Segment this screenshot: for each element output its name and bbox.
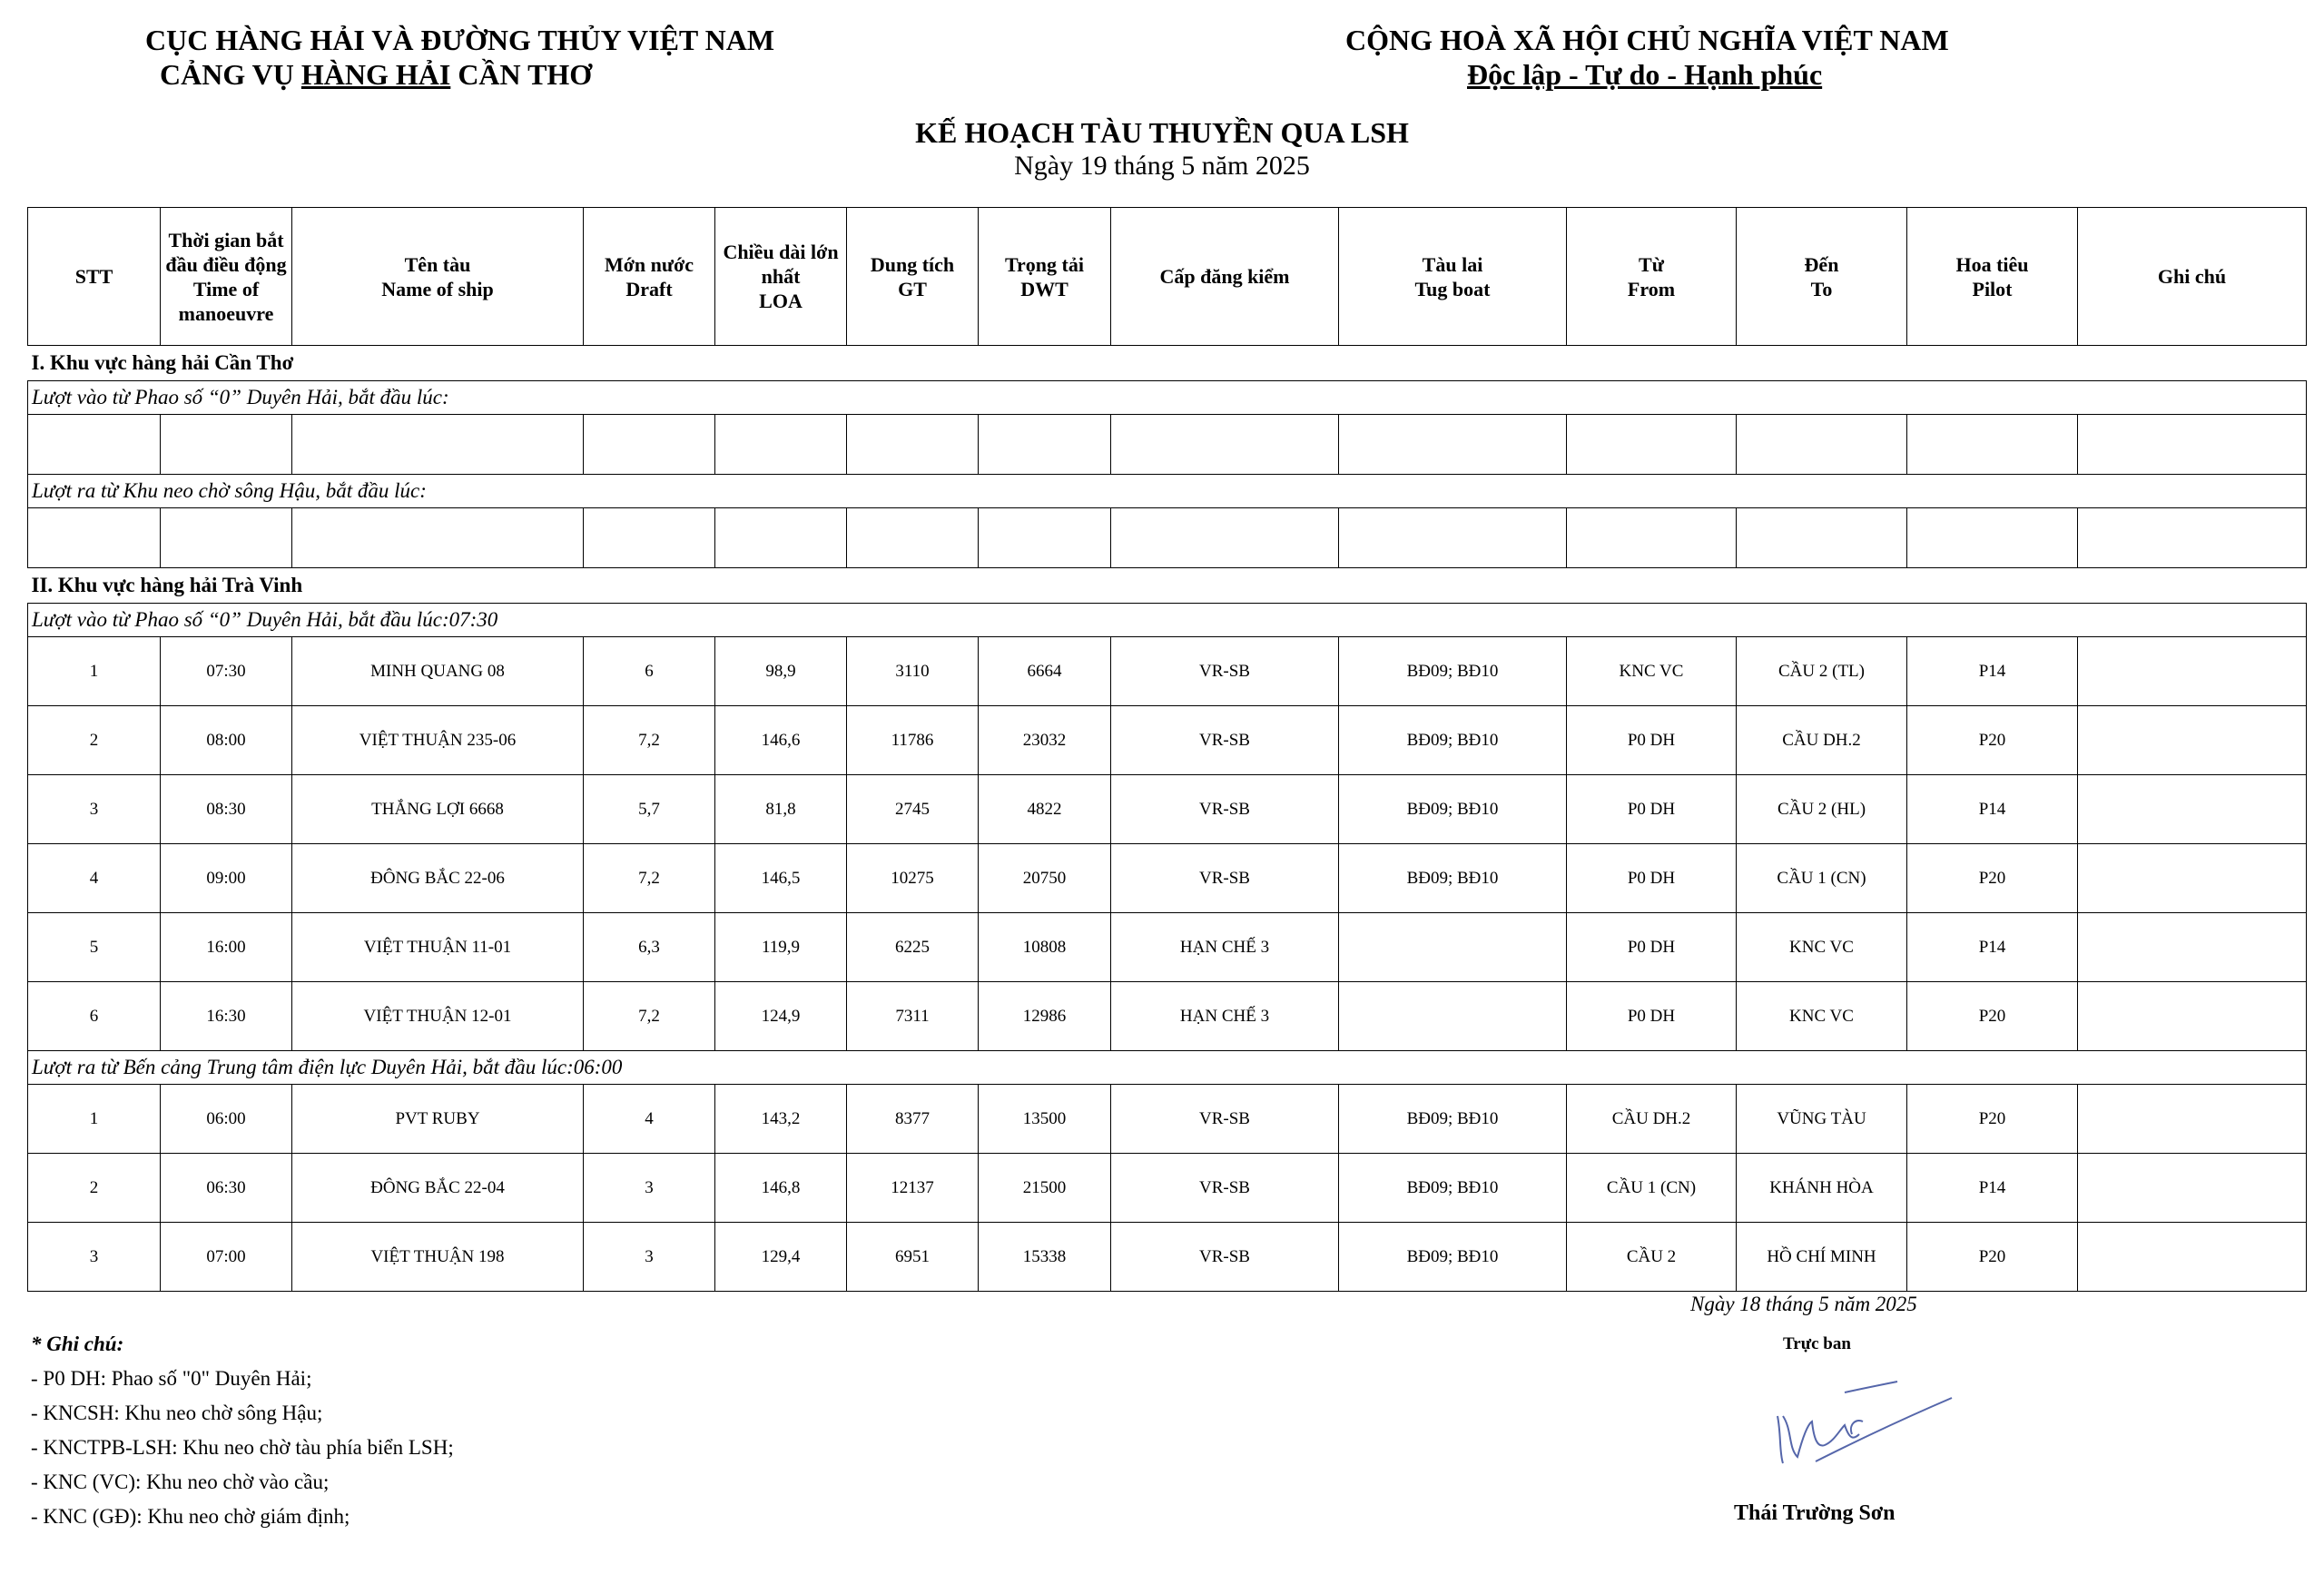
- table-cell: VR-SB: [1111, 1154, 1339, 1223]
- table-cell: 6,3: [584, 913, 715, 982]
- table-cell: 16:30: [161, 982, 292, 1051]
- notes-list: [31, 1362, 454, 1534]
- table-cell: 15338: [979, 1223, 1111, 1292]
- column-header: [2078, 208, 2307, 346]
- section-title: I. Khu vực hàng hải Cần Thơ: [28, 346, 2307, 381]
- table-cell: 5,7: [584, 775, 715, 844]
- column-header: [1339, 208, 1567, 346]
- table-cell: 3: [28, 1223, 161, 1292]
- column-header-label: Từ: [1639, 252, 1664, 276]
- table-cell: P20: [1907, 1085, 2078, 1154]
- table-cell: CẦU 2 (HL): [1737, 775, 1907, 844]
- note-item: - KNCSH: Khu neo chờ sông Hậu;: [31, 1402, 323, 1424]
- table-cell: 143,2: [715, 1085, 847, 1154]
- table-row: [28, 844, 2307, 913]
- signer-name: Thái Trường Sơn: [1734, 1501, 1896, 1525]
- nation-title: CỘNG HOÀ XÃ HỘI CHỦ NGHĨA VIỆT NAM: [1345, 24, 1949, 56]
- handwritten-signature-icon: [1761, 1362, 1961, 1489]
- column-header-sublabel: From: [1627, 277, 1676, 300]
- note-item: - KNC (VC): Khu neo chờ vào cầu;: [31, 1471, 330, 1493]
- table-cell: 3: [584, 1223, 715, 1292]
- table-cell: 1: [28, 1085, 161, 1154]
- org-subname-underlined: HÀNG HẢI: [300, 58, 451, 91]
- table-cell: 1: [28, 637, 161, 706]
- table-cell: HỒ CHÍ MINH: [1737, 1223, 1907, 1292]
- table-cell: 2745: [847, 775, 979, 844]
- note-item: - KNCTPB-LSH: Khu neo chờ tàu phía biển LSH;: [31, 1436, 454, 1459]
- table-cell: VŨNG TÀU: [1737, 1085, 1907, 1154]
- column-header-label: STT: [74, 265, 113, 288]
- table-cell: 3: [28, 775, 161, 844]
- table-cell: THẮNG LỢI 6668: [292, 775, 584, 844]
- column-header-sublabel: GT: [898, 277, 927, 300]
- column-header-label: Dung tích: [870, 252, 955, 276]
- table-row: [28, 1223, 2307, 1292]
- empty-row: [28, 508, 2307, 568]
- table-row: [28, 1154, 2307, 1223]
- table-cell: 6: [28, 982, 161, 1051]
- signature-date: Ngày 18 tháng 5 năm 2025: [1690, 1293, 1917, 1315]
- table-cell: VR-SB: [1111, 637, 1339, 706]
- table-cell: [2078, 982, 2307, 1051]
- table-cell: KNC VC: [1567, 637, 1737, 706]
- table-cell: KNC VC: [1737, 982, 1907, 1051]
- column-header: [1111, 208, 1339, 346]
- column-header-label: Đến: [1804, 252, 1839, 276]
- table-cell: 7,2: [584, 706, 715, 775]
- table-cell: 16:00: [161, 913, 292, 982]
- table-cell: KNC VC: [1737, 913, 1907, 982]
- table-cell: 146,6: [715, 706, 847, 775]
- table-body: [28, 346, 2307, 1292]
- column-header-label: Tên tàu: [404, 252, 471, 276]
- column-header-label: Ghi chú: [2157, 265, 2227, 288]
- page-title: KẾ HOẠCH TÀU THUYỀN QUA LSH: [915, 116, 1409, 149]
- table-cell: P0 DH: [1567, 775, 1737, 844]
- table-cell: VR-SB: [1111, 1223, 1339, 1292]
- section-subtitle: Lượt vào từ Phao số “0” Duyên Hải, bắt đầu lúc:07:30: [28, 604, 2307, 637]
- table-cell: BĐ09; BĐ10: [1339, 844, 1567, 913]
- org-subname-pre: CẢNG VỤ: [160, 58, 301, 91]
- column-header-sublabel: LOA: [759, 290, 803, 312]
- nation-motto: Độc lập - Tự do - Hạnh phúc: [1467, 58, 1823, 91]
- table-row: [28, 775, 2307, 844]
- table-cell: VIỆT THUẬN 12-01: [292, 982, 584, 1051]
- section-subtitle: Lượt ra từ Bến cảng Trung tâm điện lực Duyên Hải, bắt đầu lúc:06:00: [28, 1051, 2307, 1085]
- table-cell: HẠN CHẾ 3: [1111, 913, 1339, 982]
- table-cell: VR-SB: [1111, 1085, 1339, 1154]
- table-cell: 7311: [847, 982, 979, 1051]
- column-header-sublabel: Draft: [625, 277, 673, 300]
- table-cell: P20: [1907, 844, 2078, 913]
- table-cell: 08:30: [161, 775, 292, 844]
- table-row: [28, 1085, 2307, 1154]
- section-title: II. Khu vực hàng hải Trà Vinh: [28, 568, 2307, 604]
- table-cell: 06:00: [161, 1085, 292, 1154]
- table-row: [28, 982, 2307, 1051]
- section-subtitle: Lượt ra từ Khu neo chờ sông Hậu, bắt đầu lúc:: [28, 475, 2307, 508]
- table-cell: PVT RUBY: [292, 1085, 584, 1154]
- table-cell: P0 DH: [1567, 982, 1737, 1051]
- column-header-label: Mớn nước: [604, 252, 694, 276]
- column-header: [28, 208, 161, 346]
- column-header-label: Hoa tiêu: [1955, 252, 2029, 276]
- table-cell: 81,8: [715, 775, 847, 844]
- table-cell: P20: [1907, 982, 2078, 1051]
- column-header: [292, 208, 584, 346]
- column-header-sublabel: DWT: [1020, 277, 1068, 300]
- table-row: [28, 706, 2307, 775]
- table-cell: 146,5: [715, 844, 847, 913]
- table-cell: 4: [584, 1085, 715, 1154]
- table-cell: P20: [1907, 706, 2078, 775]
- table-cell: 10808: [979, 913, 1111, 982]
- table-cell: 12137: [847, 1154, 979, 1223]
- table-cell: CẦU 2: [1567, 1223, 1737, 1292]
- column-header-sublabel: Time of manoeuvre: [178, 277, 274, 325]
- section-title-row: [28, 568, 2307, 604]
- table-cell: 08:00: [161, 706, 292, 775]
- table-cell: CẦU 1 (CN): [1567, 1154, 1737, 1223]
- table-cell: CẦU DH.2: [1567, 1085, 1737, 1154]
- table-cell: [2078, 1154, 2307, 1223]
- table-cell: HẠN CHẾ 3: [1111, 982, 1339, 1051]
- note-item: - P0 DH: Phao số "0" Duyên Hải;: [31, 1367, 312, 1390]
- table-cell: VR-SB: [1111, 844, 1339, 913]
- ship-plan-table: [27, 207, 2307, 1292]
- table-cell: CẦU DH.2: [1737, 706, 1907, 775]
- table-cell: P14: [1907, 775, 2078, 844]
- table-cell: [2078, 1223, 2307, 1292]
- table-cell: KHÁNH HÒA: [1737, 1154, 1907, 1223]
- table-cell: [1339, 982, 1567, 1051]
- table-cell: 5: [28, 913, 161, 982]
- table-cell: 7,2: [584, 982, 715, 1051]
- section-subtitle-row: [28, 381, 2307, 415]
- table-cell: ĐÔNG BẮC 22-06: [292, 844, 584, 913]
- table-cell: P20: [1907, 1223, 2078, 1292]
- table-cell: 11786: [847, 706, 979, 775]
- table-cell: BĐ09; BĐ10: [1339, 1223, 1567, 1292]
- table-cell: 146,8: [715, 1154, 847, 1223]
- table-cell: ĐÔNG BẮC 22-04: [292, 1154, 584, 1223]
- table-cell: 119,9: [715, 913, 847, 982]
- table-cell: 3: [584, 1154, 715, 1223]
- section-title-row: [28, 346, 2307, 381]
- signature-role: Trực ban: [1783, 1334, 1851, 1353]
- table-cell: P14: [1907, 1154, 2078, 1223]
- table-cell: 13500: [979, 1085, 1111, 1154]
- empty-row: [28, 415, 2307, 475]
- table-cell: BĐ09; BĐ10: [1339, 706, 1567, 775]
- table-cell: VIỆT THUẬN 198: [292, 1223, 584, 1292]
- table-cell: 2: [28, 706, 161, 775]
- column-header: [1907, 208, 2078, 346]
- table-cell: 06:30: [161, 1154, 292, 1223]
- column-header: [979, 208, 1111, 346]
- note-item: - KNC (GĐ): Khu neo chờ giám định;: [31, 1505, 350, 1528]
- section-subtitle-row: [28, 1051, 2307, 1085]
- column-header: [1737, 208, 1907, 346]
- table-cell: 4: [28, 844, 161, 913]
- column-header-label: Chiều dài lớn nhất: [723, 241, 839, 288]
- table-cell: [2078, 637, 2307, 706]
- column-header-label: Thời gian bắt đầu điều động: [165, 228, 287, 276]
- table-cell: P0 DH: [1567, 913, 1737, 982]
- column-header-sublabel: Tug boat: [1414, 277, 1491, 300]
- column-header: [161, 208, 292, 346]
- table-cell: 98,9: [715, 637, 847, 706]
- table-cell: 4822: [979, 775, 1111, 844]
- table-cell: 23032: [979, 706, 1111, 775]
- table-row: [28, 913, 2307, 982]
- column-header: [847, 208, 979, 346]
- table-cell: VR-SB: [1111, 775, 1339, 844]
- table-cell: 6951: [847, 1223, 979, 1292]
- table-cell: BĐ09; BĐ10: [1339, 775, 1567, 844]
- table-cell: 6225: [847, 913, 979, 982]
- table-cell: P0 DH: [1567, 706, 1737, 775]
- table-cell: 21500: [979, 1154, 1111, 1223]
- table-cell: P0 DH: [1567, 844, 1737, 913]
- notes-title: * Ghi chú:: [31, 1333, 124, 1355]
- table-cell: 09:00: [161, 844, 292, 913]
- table-cell: 6664: [979, 637, 1111, 706]
- column-header-label: Trọng tải: [1005, 252, 1084, 276]
- section-subtitle-row: [28, 604, 2307, 637]
- table-cell: MINH QUANG 08: [292, 637, 584, 706]
- table-cell: [2078, 1085, 2307, 1154]
- table-cell: VIỆT THUẬN 11-01: [292, 913, 584, 982]
- table-cell: [2078, 775, 2307, 844]
- table-cell: BĐ09; BĐ10: [1339, 1154, 1567, 1223]
- section-subtitle: Lượt vào từ Phao số “0” Duyên Hải, bắt đầu lúc:: [28, 381, 2307, 415]
- table-cell: CẦU 2 (TL): [1737, 637, 1907, 706]
- table-cell: VIỆT THUẬN 235-06: [292, 706, 584, 775]
- table-cell: 12986: [979, 982, 1111, 1051]
- org-name: CỤC HÀNG HẢI VÀ ĐƯỜNG THỦY VIỆT NAM: [145, 24, 775, 56]
- section-subtitle-row: [28, 475, 2307, 508]
- column-header: [584, 208, 715, 346]
- table-cell: 10275: [847, 844, 979, 913]
- table-cell: P14: [1907, 913, 2078, 982]
- table-cell: P14: [1907, 637, 2078, 706]
- column-header-sublabel: Pilot: [1972, 277, 2013, 300]
- table-cell: 3110: [847, 637, 979, 706]
- table-cell: BĐ09; BĐ10: [1339, 637, 1567, 706]
- table-header-row: [28, 208, 2307, 346]
- table-cell: CẦU 1 (CN): [1737, 844, 1907, 913]
- table-row: [28, 637, 2307, 706]
- table-cell: [2078, 706, 2307, 775]
- table-cell: VR-SB: [1111, 706, 1339, 775]
- column-header-sublabel: To: [1810, 277, 1833, 300]
- table-cell: BĐ09; BĐ10: [1339, 1085, 1567, 1154]
- table-cell: 2: [28, 1154, 161, 1223]
- column-header-sublabel: Name of ship: [381, 277, 494, 300]
- table-cell: 07:00: [161, 1223, 292, 1292]
- column-header-label: Cấp đăng kiểm: [1159, 265, 1290, 288]
- table-cell: [2078, 844, 2307, 913]
- column-header-label: Tàu lai: [1422, 252, 1483, 276]
- table-cell: 6: [584, 637, 715, 706]
- table-cell: [2078, 913, 2307, 982]
- column-header: [715, 208, 847, 346]
- table-cell: 07:30: [161, 637, 292, 706]
- table-cell: 7,2: [584, 844, 715, 913]
- column-header: [1567, 208, 1737, 346]
- table-cell: [1339, 913, 1567, 982]
- table-cell: 8377: [847, 1085, 979, 1154]
- table-cell: 129,4: [715, 1223, 847, 1292]
- table-cell: 124,9: [715, 982, 847, 1051]
- org-subname: [160, 56, 592, 93]
- org-subname-post: CẦN THƠ: [450, 58, 593, 91]
- page-date: Ngày 19 tháng 5 năm 2025: [1014, 151, 1310, 181]
- table-cell: 20750: [979, 844, 1111, 913]
